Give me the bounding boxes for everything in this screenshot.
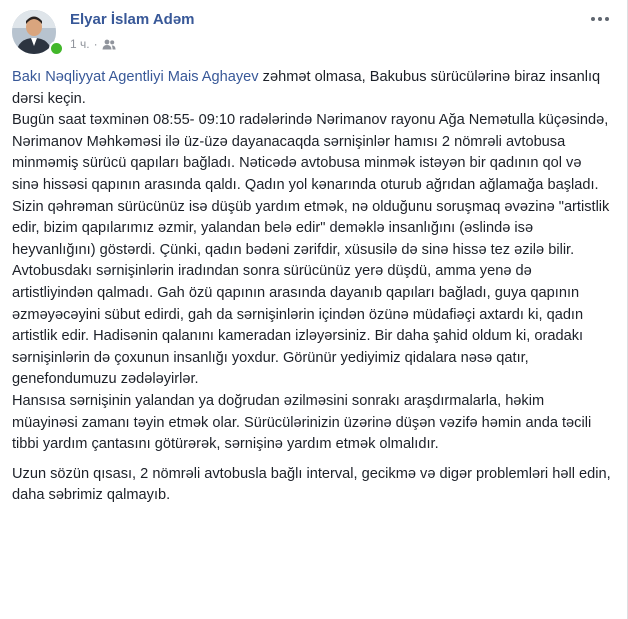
more-dot — [605, 17, 609, 21]
more-dot — [598, 17, 602, 21]
post-text — [12, 67, 612, 507]
post-paragraph-intro — [12, 67, 612, 110]
post-meta — [70, 37, 116, 51]
post-paragraph-1: Bugün saat təxminən 08:55- 09:10 radələrində Nərimanov rayonu Ağa Nemətulla küçəsində, Nərimanov Məhkəməsi ilə üz-üzə dayanacaqda sərnişinlər hamısı 2 nömrəli avtobusa minməmiş sürücü qapıları bağladı. Nəticədə avtobusa minmək istəyən bir qadının qol və sinə hissəsi qapının arasında qaldı. Qadın yol kənarında oturub ağrıdan ağlamağa başladı. Sizin qəhrəman sürücünüz isə düşüb yardım etmək, nə olduğunu soruşmaq əvəzinə "artistlik edir, bizim qapılarımız əzmir, yalandan belə edir" deməklə insanlığını (əslində isə heyvanlığını) göstərdi. Çünki, qadın bədəni zərifdir, xüsusilə də sinə hissə tez əzilə bilir. Avtobusdakı sərnişinlərin iradından sonra sürücünüz yerə düşdü, amma yenə də artistliyindən qalmadı. Gah özü qapının arasında dayanıb qapıları bağladı, guya qapının əzməyəcəyini sübut edirdi, gah da sərnişinlərin içindən özünə müdafiəçi axtardı ki, qadın artistlik edir. Hadisənin qalanını kameradan izləyərsiniz. Bir daha şahid oldum ki, oradakı sərnişinlərin də çoxunun insanlığı yoxdur. Görünür yediyimiz qidalara nəsə qatır, genefondumuzu zədələyirlər. — [12, 112, 610, 388]
intro-text: zəhmət olmasa, Bakubus sürücülərinə biraz insanlıq dərsi keçin. — [12, 69, 601, 107]
friends-icon[interactable] — [102, 39, 116, 50]
author-name[interactable]: Elyar İslam Adəm — [70, 11, 195, 28]
separator-dot: · — [93, 37, 98, 51]
tagged-mention[interactable]: Bakı Nəqliyyat Agentliyi Mais Aghayev — [12, 69, 259, 85]
post-time[interactable]: 1 ч. — [70, 37, 90, 51]
more-options-icon[interactable] — [591, 14, 611, 24]
online-status-indicator — [49, 41, 64, 56]
post-paragraph-2: Hansısa sərnişinin yalandan ya doğrudan əzilməsini sonrakı araşdırmalarla, həkim müayinəsi zamanı təyin etmək olar. Sürücülərinizin üzərinə düşən vəzifə həmin anda təcili tibbi yardım çantasını götürərək, sərnişinə yardım etmək olmalıdır. — [12, 392, 592, 453]
post-paragraph-3: Uzun sözün qısası, 2 nömrəli avtobusla bağlı interval, gecikmə və digər problemləri həll edin, daha səbrimiz qalmayıb. — [12, 465, 611, 504]
more-dot — [591, 17, 595, 21]
